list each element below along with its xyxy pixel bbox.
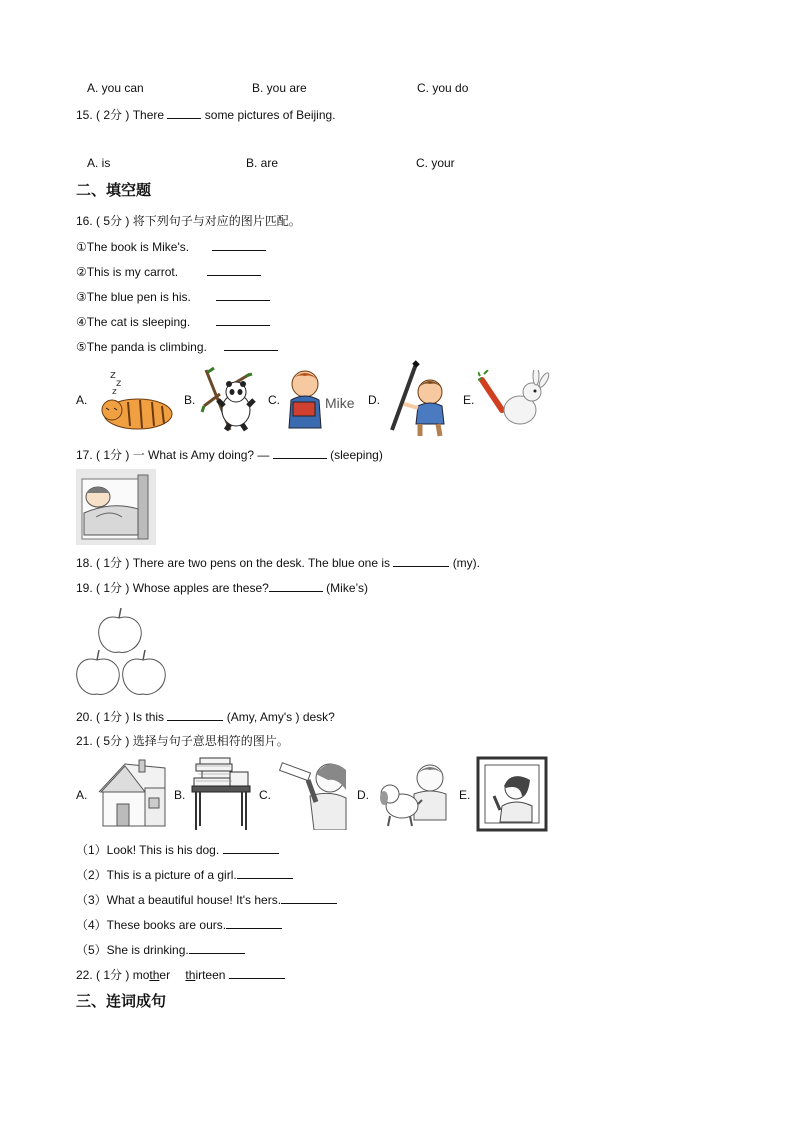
q21-blank-1[interactable] bbox=[223, 841, 279, 854]
q15-blank[interactable] bbox=[167, 106, 201, 119]
q17-score: ( 1分 ) bbox=[96, 448, 130, 462]
q16-label-e: E. bbox=[463, 393, 475, 407]
q21-label-d: D. bbox=[357, 788, 369, 802]
q21-label-a: A. bbox=[76, 788, 88, 802]
q20-blank[interactable] bbox=[167, 708, 223, 721]
q20-text-after: (Amy, Amy's ) desk? bbox=[226, 710, 335, 724]
q21-blank-5[interactable] bbox=[189, 941, 245, 954]
q18-number: 18. bbox=[76, 556, 93, 570]
q16-label-b: B. bbox=[184, 393, 196, 407]
q21-score: ( 5分 ) bbox=[96, 734, 130, 748]
climbing-panda-image bbox=[200, 366, 260, 434]
q14-option-b: B. you are bbox=[252, 81, 307, 95]
q15-option-c: C. your bbox=[416, 156, 455, 170]
q16-item-text: ②This is my carrot. bbox=[76, 265, 179, 279]
books-on-desk-image bbox=[190, 756, 252, 832]
q22-word-thirteen bbox=[185, 968, 225, 982]
q16-item bbox=[76, 263, 261, 280]
q16-item bbox=[76, 238, 266, 255]
q18-text-after: (my). bbox=[452, 556, 481, 570]
q21-question bbox=[76, 733, 289, 749]
q16-blank-1[interactable] bbox=[212, 238, 266, 251]
boy-with-pen-image bbox=[386, 360, 456, 438]
svg-text:z: z bbox=[110, 368, 116, 381]
q16-item-text: ③The blue pen is his. bbox=[76, 290, 191, 304]
q17-question bbox=[76, 446, 383, 463]
sleeping-tiger-image bbox=[98, 366, 176, 432]
q17-number: 17. bbox=[76, 448, 93, 462]
q21-item-text: （4）These books are ours. bbox=[76, 918, 227, 932]
svg-text:z: z bbox=[116, 378, 122, 389]
section-2-heading: 二、填空题 bbox=[76, 181, 152, 199]
q21-item bbox=[76, 866, 293, 883]
q19-blank[interactable] bbox=[269, 579, 323, 592]
q21-label-e: E. bbox=[459, 788, 471, 802]
q16-question bbox=[76, 213, 301, 229]
q15-question bbox=[76, 106, 336, 123]
word-part: mo bbox=[132, 968, 150, 982]
q17-text: 一 What is Amy doing? — bbox=[132, 448, 270, 462]
q19-text: Whose apples are these? bbox=[132, 581, 269, 595]
q18-text: There are two pens on the desk. The blue one is bbox=[132, 556, 390, 570]
q17-text-after: (sleeping) bbox=[330, 448, 383, 462]
word-part: er bbox=[159, 968, 171, 982]
house-image bbox=[95, 758, 169, 830]
q21-item bbox=[76, 941, 245, 958]
q15-option-a: A. is bbox=[87, 156, 111, 170]
q22-number: 22. bbox=[76, 968, 93, 982]
q15-option-b: B. are bbox=[246, 156, 279, 170]
q21-item-text: （2）This is a picture of a girl. bbox=[76, 868, 237, 882]
q14-option-c: C. you do bbox=[417, 81, 469, 95]
q16-item-text: ①The book is Mike's. bbox=[76, 240, 190, 254]
q19-number: 19. bbox=[76, 581, 93, 595]
q21-blank-4[interactable] bbox=[226, 916, 282, 929]
rabbit-with-carrot-image bbox=[478, 370, 552, 430]
q21-text: 选择与句子意思相符的图片。 bbox=[132, 734, 289, 748]
q19-score: ( 1分 ) bbox=[96, 581, 130, 595]
word-part: irteen bbox=[195, 968, 226, 982]
q16-blank-5[interactable] bbox=[224, 338, 278, 351]
q18-score: ( 1分 ) bbox=[96, 556, 130, 570]
mike-with-book-image bbox=[283, 366, 363, 432]
q16-item bbox=[76, 288, 270, 305]
q20-number: 20. bbox=[76, 710, 93, 724]
q16-score: ( 5分 ) bbox=[96, 214, 130, 228]
q15-score: ( 2分 ) bbox=[96, 108, 130, 122]
q16-label-d: D. bbox=[368, 393, 380, 407]
underlined-letters: th bbox=[149, 968, 160, 982]
q21-number: 21. bbox=[76, 734, 93, 748]
q16-text: 将下列句子与对应的图片匹配。 bbox=[132, 214, 301, 228]
q16-label-c: C. bbox=[268, 393, 280, 407]
q16-blank-2[interactable] bbox=[207, 263, 261, 276]
section-3-heading: 三、连词成句 bbox=[76, 992, 167, 1010]
svg-text:z: z bbox=[112, 387, 117, 397]
q21-item-text: （3）What a beautiful house! It's hers. bbox=[76, 893, 282, 907]
q19-question bbox=[76, 579, 368, 596]
q16-item-text: ⑤The panda is climbing. bbox=[76, 340, 207, 354]
q14-option-a: A. you can bbox=[87, 81, 144, 95]
q21-item bbox=[76, 841, 279, 858]
q22-word-mother bbox=[133, 968, 170, 982]
q16-item-text: ④The cat is sleeping. bbox=[76, 315, 191, 329]
q15-number: 15. bbox=[76, 108, 93, 122]
amy-sleeping-image bbox=[76, 469, 156, 545]
mike-name-label: Mike bbox=[325, 395, 355, 411]
girl-drinking-image bbox=[276, 756, 350, 830]
q15-text: There bbox=[132, 108, 165, 122]
q22-question bbox=[76, 966, 285, 983]
q21-label-b: B. bbox=[174, 788, 186, 802]
q21-blank-2[interactable] bbox=[237, 866, 293, 879]
q21-item bbox=[76, 891, 337, 908]
boy-with-dog-image bbox=[374, 758, 454, 830]
q20-text: Is this bbox=[132, 710, 165, 724]
q21-label-c: C. bbox=[259, 788, 271, 802]
q20-score: ( 1分 ) bbox=[96, 710, 130, 724]
q16-blank-4[interactable] bbox=[216, 313, 270, 326]
q21-item-text: （1）Look! This is his dog. bbox=[76, 843, 220, 857]
underlined-letters: th bbox=[185, 968, 196, 982]
q16-item bbox=[76, 313, 270, 330]
q16-blank-3[interactable] bbox=[216, 288, 270, 301]
q16-number: 16. bbox=[76, 214, 93, 228]
q18-blank[interactable] bbox=[393, 554, 449, 567]
q22-score: ( 1分 ) bbox=[96, 968, 130, 982]
q15-text-after: some pictures of Beijing. bbox=[204, 108, 336, 122]
q21-blank-3[interactable] bbox=[281, 891, 337, 904]
q19-text-after: (Mike’s) bbox=[326, 581, 368, 595]
girl-picture-frame-image bbox=[476, 756, 548, 832]
q20-question bbox=[76, 708, 335, 725]
q22-blank[interactable] bbox=[229, 966, 285, 979]
q16-item bbox=[76, 338, 278, 355]
q16-label-a: A. bbox=[76, 393, 88, 407]
q21-item bbox=[76, 916, 282, 933]
q18-question bbox=[76, 554, 480, 571]
q21-item-text: （5）She is drinking. bbox=[76, 943, 189, 957]
apples-image bbox=[75, 606, 167, 698]
q17-blank[interactable] bbox=[273, 446, 327, 459]
